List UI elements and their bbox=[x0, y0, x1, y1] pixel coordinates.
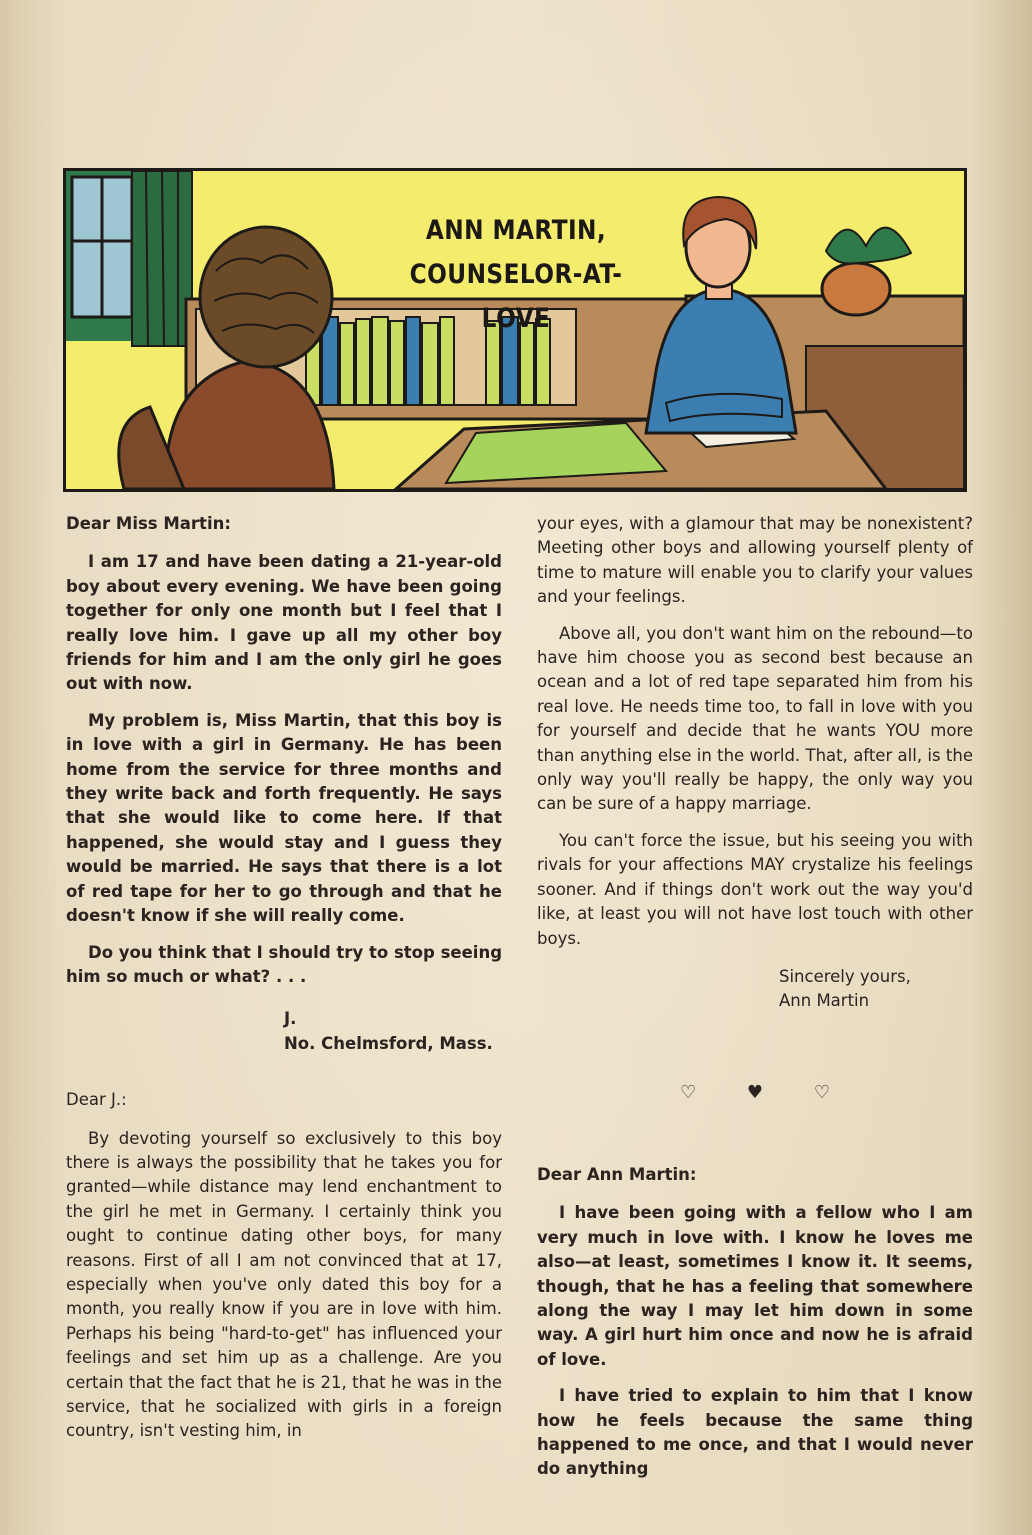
letter2-salutation: Dear Ann Martin: bbox=[537, 1165, 697, 1184]
reply1-paragraph: Above all, you don't want him on the rebound—to have him choose you as second best because an ocean and a lot of red tape separated him from his real love. He needs time too, to fall in love with you for yourself and decide that he wants YOU more than anything else in the world. That, after all, is the only way you'll really be happy, the only way you can be sure of a happy marriage. bbox=[537, 623, 973, 814]
letter2 bbox=[537, 1163, 973, 1494]
heart-filled-icon: ♥ bbox=[746, 1082, 764, 1103]
right-column bbox=[537, 512, 973, 1014]
reply1-closing: Sincerely yours, bbox=[779, 966, 911, 986]
letter2-paragraph: I have tried to explain to him that I know how he feels because the same thing happened to me once, and that I would never do anything bbox=[537, 1386, 973, 1479]
letter2-paragraph: I have been going with a fellow who I am very much in love with. I know he loves me also—at least, sometimes I know it. It seems, though, that he has a feeling that somewhere along the way I may let him down in some way. A girl hurt him once and now he is afraid of love. bbox=[537, 1203, 973, 1369]
reply1-continuation: your eyes, with a glamour that may be nonexistent? Meeting other boys and allowing yourself plenty of time to mature will enable you to clarify your values and your feelings. bbox=[537, 514, 973, 607]
panel-title-line2: COUNSELOR-AT-LOVE bbox=[409, 259, 623, 334]
heart-outline-icon: ♡ bbox=[813, 1082, 830, 1103]
letter1-paragraph: My problem is, Miss Martin, that this boy is in love with a girl in Germany. He has been home from the service for three months and they write back and forth frequently. He says that she would like to come here. If that happened, she would stay and I guess they would be married. He says that there is a lot of red tape for her to go through and that he doesn't know if she will really come. bbox=[66, 710, 502, 926]
heart-outline-icon: ♡ bbox=[680, 1082, 697, 1103]
letter1-signature: J. bbox=[284, 1009, 297, 1029]
panel-title-line1: ANN MARTIN, bbox=[425, 215, 607, 246]
letter1-paragraph: I am 17 and have been dating a 21-year-old boy about every evening. We have been going together for only one month but I feel that I really love him. I gave up all my other boy friends for him and I am the only girl he goes out with now. bbox=[66, 552, 502, 694]
letter1-paragraph: Do you think that I should try to stop seeing him so much or what? . . . bbox=[66, 942, 502, 986]
panel-title bbox=[387, 209, 645, 341]
header-illustration-panel bbox=[63, 168, 967, 492]
reply1-paragraph: By devoting yourself so exclusively to this boy there is always the possibility that he takes you for granted—while distance may lend enchantment to the girl he met in Germany. I certainly think you ought to continue dating other boys, for many reasons. First of all I am not convinced that at 17, especially when you've only dated this boy for a month, you really know if you are in love with him. Perhaps his being "hard-to-get" has influenced your feelings and set him up as a challenge. Are you certain that the fact that he is 21, that he was in the service, that he socialized with girls in a foreign country, isn't vesting him, in bbox=[66, 1128, 502, 1441]
hearts-divider bbox=[680, 1082, 830, 1103]
reply1-salutation: Dear J.: bbox=[66, 1090, 127, 1110]
left-column bbox=[66, 512, 502, 1456]
letter1-salutation: Dear Miss Martin: bbox=[66, 514, 231, 533]
letter1-location: No. Chelmsford, Mass. bbox=[284, 1033, 493, 1053]
reply1-signer: Ann Martin bbox=[779, 991, 870, 1011]
reply1-paragraph: You can't force the issue, but his seeing you with rivals for your affections MAY crystalize his feelings sooner. And if things don't work out the way you'd like, at least you will not have lost touch with other boys. bbox=[537, 830, 973, 948]
